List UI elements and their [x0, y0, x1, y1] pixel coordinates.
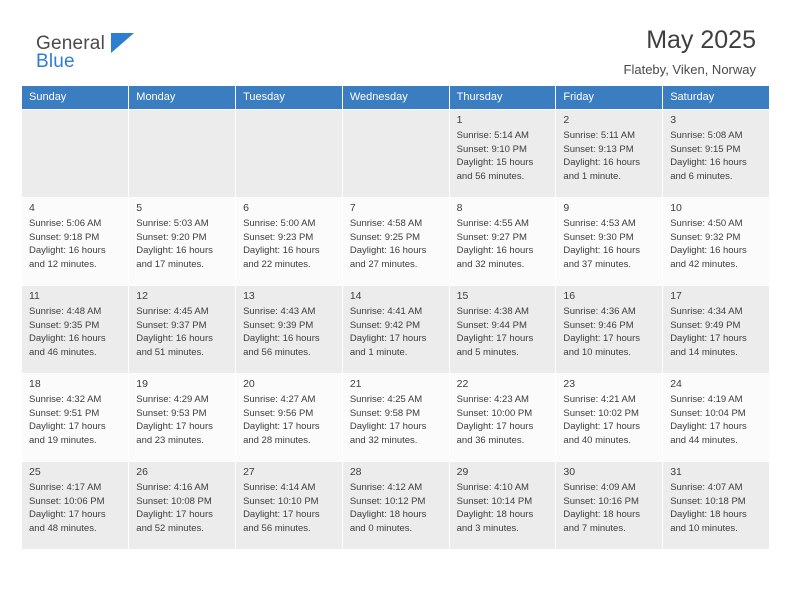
calendar-cell-day[interactable] [449, 462, 556, 550]
day-detail-line: Sunrise: 4:14 AM [243, 482, 316, 494]
day-detail-line: and 46 minutes. [29, 346, 97, 358]
calendar-cell-day[interactable] [342, 374, 449, 462]
day-detail-line: Daylight: 16 hours [349, 245, 427, 257]
calendar-cell-day[interactable] [556, 110, 663, 198]
calendar-cell-day[interactable] [449, 110, 556, 198]
day-detail-line: Daylight: 17 hours [243, 421, 320, 433]
day-detail-line: and 1 minute. [349, 346, 408, 358]
day-number: 28 [349, 466, 362, 478]
day-detail-lines [29, 305, 121, 359]
day-detail-lines [670, 305, 762, 359]
day-detail-line: Daylight: 17 hours [670, 421, 747, 433]
day-detail-line: and 14 minutes. [670, 346, 738, 358]
day-detail-line: Daylight: 17 hours [456, 421, 534, 433]
day-detail-line: Sunset: 9:35 PM [29, 319, 100, 331]
day-number: 26 [136, 466, 148, 478]
calendar-week-row [22, 462, 770, 550]
day-detail-line: Sunset: 9:56 PM [243, 407, 314, 419]
day-detail-line: Sunrise: 4:21 AM [563, 394, 636, 406]
day-detail-line: Sunrise: 5:14 AM [456, 130, 529, 142]
day-detail-lines [670, 481, 762, 535]
day-detail-line: Sunset: 9:20 PM [136, 231, 207, 243]
day-detail-line: and 10 minutes. [670, 522, 738, 534]
calendar-cell-day[interactable] [449, 198, 556, 286]
day-number: 17 [670, 290, 682, 302]
day-detail-line: Sunrise: 4:45 AM [136, 306, 209, 318]
day-detail-line: and 51 minutes. [136, 346, 204, 358]
calendar-cell-empty [342, 110, 449, 198]
day-detail-line: Sunset: 10:02 PM [563, 407, 639, 419]
day-detail-line: and 5 minutes. [456, 346, 519, 358]
calendar-cell-empty [22, 110, 129, 198]
page-subtitle: Flateby, Viken, Norway [623, 62, 756, 77]
day-detail-line: Daylight: 17 hours [670, 333, 747, 345]
calendar-cell-day[interactable] [556, 286, 663, 374]
day-number: 15 [456, 290, 469, 302]
day-detail-line: Daylight: 17 hours [243, 509, 320, 521]
day-detail-lines [670, 393, 762, 447]
day-number: 2 [563, 114, 570, 126]
calendar-week-row [22, 286, 770, 374]
day-number: 18 [29, 378, 41, 390]
logo-text-blue: Blue [36, 51, 75, 72]
day-detail-line: Daylight: 17 hours [349, 421, 427, 433]
day-detail-line: and 19 minutes. [29, 434, 97, 446]
day-detail-line: and 32 minutes. [349, 434, 418, 446]
logo-text-general: General [36, 33, 105, 54]
page-header [0, 0, 792, 78]
day-detail-line: Sunset: 10:14 PM [456, 495, 533, 507]
day-detail-line: and 23 minutes. [136, 434, 204, 446]
day-detail-lines [29, 217, 121, 271]
calendar-cell-day[interactable] [236, 198, 343, 286]
day-detail-line: Sunset: 10:12 PM [349, 495, 426, 507]
day-detail-lines [563, 481, 655, 535]
day-detail-line: Sunrise: 4:58 AM [349, 218, 423, 230]
day-detail-line: Sunrise: 4:29 AM [136, 394, 209, 406]
day-number: 4 [29, 202, 35, 214]
calendar-cell-day[interactable] [129, 286, 236, 374]
day-number: 25 [29, 466, 41, 478]
calendar-cell-day[interactable] [449, 286, 556, 374]
day-detail-lines [136, 217, 228, 271]
day-number: 14 [349, 290, 362, 302]
title-block [624, 26, 756, 77]
day-detail-line: Daylight: 16 hours [670, 245, 747, 257]
day-detail-lines [350, 393, 442, 447]
day-detail-lines [457, 393, 549, 447]
day-detail-line: and 12 minutes. [29, 258, 97, 270]
day-detail-line: and 17 minutes. [136, 258, 204, 270]
day-detail-line: Daylight: 17 hours [456, 333, 534, 345]
day-detail-line: and 37 minutes. [563, 258, 632, 270]
calendar-week-row [22, 374, 770, 462]
day-detail-line: and 56 minutes. [243, 346, 311, 358]
day-detail-line: and 40 minutes. [563, 434, 632, 446]
day-number: 12 [136, 290, 148, 302]
day-detail-line: and 3 minutes. [456, 522, 519, 534]
day-detail-lines [29, 393, 121, 447]
day-detail-lines [243, 481, 335, 535]
weekday-header-friday: Friday [556, 86, 663, 110]
day-detail-line: Sunset: 10:16 PM [563, 495, 639, 507]
day-detail-line: and 56 minutes. [456, 170, 525, 182]
day-detail-line: and 6 minutes. [670, 170, 733, 182]
calendar-cell-day[interactable] [556, 462, 663, 550]
day-detail-lines [563, 305, 655, 359]
day-detail-line: Sunrise: 4:34 AM [670, 306, 743, 318]
day-detail-line: Daylight: 18 hours [563, 509, 640, 521]
day-detail-line: Sunset: 9:44 PM [456, 319, 527, 331]
day-detail-line: Sunrise: 4:12 AM [349, 482, 423, 494]
day-number: 31 [670, 466, 682, 478]
day-detail-line: Sunset: 10:10 PM [243, 495, 319, 507]
calendar-cell-day[interactable] [129, 462, 236, 550]
day-detail-line: Sunrise: 4:19 AM [670, 394, 743, 406]
logo[interactable] [36, 26, 105, 72]
day-detail-line: Sunrise: 4:41 AM [349, 306, 423, 318]
day-detail-line: Sunset: 10:04 PM [670, 407, 746, 419]
weekday-header-thursday: Thursday [449, 86, 556, 110]
day-detail-lines [350, 305, 442, 359]
calendar-cell-day[interactable] [663, 462, 770, 550]
day-detail-lines [457, 129, 549, 183]
calendar-cell-day[interactable] [556, 198, 663, 286]
day-detail-line: Daylight: 16 hours [136, 333, 213, 345]
day-detail-line: Sunset: 9:32 PM [670, 231, 741, 243]
day-number: 6 [243, 202, 249, 214]
day-number: 22 [456, 378, 469, 390]
day-detail-line: Daylight: 18 hours [456, 509, 534, 521]
day-detail-line: Sunset: 9:46 PM [563, 319, 634, 331]
day-number: 7 [349, 202, 356, 214]
day-detail-line: and 36 minutes. [456, 434, 525, 446]
calendar-cell-day[interactable] [22, 198, 129, 286]
day-detail-line: Sunset: 9:25 PM [349, 231, 421, 243]
day-detail-line: Daylight: 17 hours [563, 421, 640, 433]
calendar-cell-day[interactable] [342, 198, 449, 286]
calendar-cell-day[interactable] [663, 374, 770, 462]
day-number: 11 [29, 290, 40, 302]
day-detail-line: Daylight: 16 hours [670, 157, 747, 169]
day-detail-line: Sunrise: 4:50 AM [670, 218, 743, 230]
day-detail-line: Sunrise: 5:03 AM [136, 218, 209, 230]
day-detail-lines [350, 217, 442, 271]
day-detail-line: and 28 minutes. [243, 434, 311, 446]
day-detail-line: Sunrise: 5:11 AM [563, 130, 636, 142]
day-detail-lines [136, 305, 228, 359]
day-detail-line: Sunrise: 4:17 AM [29, 482, 102, 494]
day-number: 9 [563, 202, 570, 214]
day-detail-line: and 48 minutes. [29, 522, 97, 534]
day-detail-line: Daylight: 17 hours [349, 333, 427, 345]
day-detail-line: Sunrise: 4:36 AM [563, 306, 636, 318]
weekday-header-tuesday: Tuesday [236, 86, 343, 110]
calendar-cell-day[interactable] [236, 286, 343, 374]
day-detail-line: Sunrise: 5:00 AM [243, 218, 316, 230]
day-detail-line: Daylight: 16 hours [563, 245, 640, 257]
day-detail-line: and 42 minutes. [670, 258, 738, 270]
day-detail-line: Sunrise: 4:07 AM [670, 482, 743, 494]
calendar-cell-empty [236, 110, 343, 198]
day-detail-lines [350, 481, 442, 535]
day-number: 30 [563, 466, 576, 478]
day-detail-line: Sunrise: 4:10 AM [456, 482, 529, 494]
day-detail-lines [563, 129, 655, 183]
day-detail-line: Sunrise: 4:25 AM [349, 394, 423, 406]
day-detail-line: and 56 minutes. [243, 522, 311, 534]
day-detail-line: Sunrise: 4:43 AM [243, 306, 316, 318]
day-detail-line: Sunrise: 4:53 AM [563, 218, 636, 230]
day-detail-line: Sunset: 9:37 PM [136, 319, 207, 331]
day-number: 1 [456, 114, 463, 126]
day-detail-lines [136, 481, 228, 535]
day-number: 20 [243, 378, 255, 390]
day-detail-line: Sunrise: 4:32 AM [29, 394, 102, 406]
day-detail-lines [243, 393, 335, 447]
day-number: 21 [349, 378, 362, 390]
day-detail-line: Sunrise: 5:06 AM [29, 218, 102, 230]
calendar-cell-day[interactable] [449, 374, 556, 462]
day-number: 27 [243, 466, 255, 478]
day-detail-lines [670, 217, 762, 271]
day-detail-lines [243, 305, 335, 359]
calendar-cell-day[interactable] [236, 462, 343, 550]
day-detail-line: Daylight: 17 hours [29, 421, 106, 433]
day-detail-line: Sunset: 9:58 PM [349, 407, 421, 419]
day-number: 29 [456, 466, 469, 478]
day-detail-line: Sunrise: 4:38 AM [456, 306, 529, 318]
calendar-cell-day[interactable] [22, 462, 129, 550]
calendar-cell-day[interactable] [129, 374, 236, 462]
day-number: 19 [136, 378, 148, 390]
day-detail-line: Sunrise: 5:08 AM [670, 130, 743, 142]
day-detail-line: and 0 minutes. [349, 522, 413, 534]
day-detail-line: Sunset: 9:15 PM [670, 143, 741, 155]
calendar-cell-day[interactable] [663, 286, 770, 374]
calendar-cell-day[interactable] [129, 198, 236, 286]
day-number: 24 [670, 378, 682, 390]
day-detail-line: Daylight: 18 hours [670, 509, 747, 521]
day-detail-line: Daylight: 16 hours [243, 333, 320, 345]
weekday-header-monday: Monday [129, 86, 236, 110]
day-detail-line: and 7 minutes. [563, 522, 626, 534]
day-detail-lines [563, 217, 655, 271]
day-detail-line: Daylight: 16 hours [563, 157, 640, 169]
calendar-week-row [22, 198, 770, 286]
calendar-cell-day[interactable] [22, 374, 129, 462]
day-detail-line: Sunset: 9:39 PM [243, 319, 314, 331]
calendar-table [22, 86, 770, 550]
weekday-header-row [22, 86, 770, 110]
calendar-cell-day[interactable] [342, 462, 449, 550]
day-detail-line: Daylight: 17 hours [563, 333, 640, 345]
day-detail-line: and 22 minutes. [243, 258, 311, 270]
day-detail-line: and 10 minutes. [563, 346, 632, 358]
calendar-week-row [22, 110, 770, 198]
day-detail-line: Daylight: 17 hours [136, 509, 213, 521]
day-detail-line: Sunset: 9:49 PM [670, 319, 741, 331]
day-detail-lines [243, 217, 335, 271]
day-detail-line: Daylight: 16 hours [243, 245, 320, 257]
day-detail-line: Sunrise: 4:16 AM [136, 482, 209, 494]
calendar-cell-day[interactable] [22, 286, 129, 374]
day-detail-line: and 44 minutes. [670, 434, 738, 446]
day-detail-line: Sunset: 10:08 PM [136, 495, 212, 507]
day-detail-line: Sunrise: 4:27 AM [243, 394, 316, 406]
weekday-header-wednesday: Wednesday [342, 86, 449, 110]
day-detail-line: Daylight: 18 hours [349, 509, 427, 521]
page-title: May 2025 [646, 26, 756, 54]
day-number: 8 [456, 202, 463, 214]
day-number: 10 [670, 202, 682, 214]
day-number: 5 [136, 202, 143, 214]
day-detail-line: Daylight: 17 hours [136, 421, 213, 433]
day-detail-line: Daylight: 15 hours [456, 157, 534, 169]
day-detail-line: Sunset: 10:18 PM [670, 495, 746, 507]
calendar-cell-day[interactable] [663, 110, 770, 198]
day-detail-line: and 27 minutes. [349, 258, 418, 270]
day-detail-line: Sunset: 9:13 PM [563, 143, 634, 155]
day-detail-line: Sunrise: 4:23 AM [456, 394, 529, 406]
calendar-cell-day[interactable] [556, 374, 663, 462]
day-detail-lines [29, 481, 121, 535]
flag-triangle-icon [110, 32, 136, 54]
day-detail-line: Sunset: 9:18 PM [29, 231, 100, 243]
day-number: 13 [243, 290, 255, 302]
weekday-header-saturday: Saturday [663, 86, 770, 110]
calendar-cell-empty [129, 110, 236, 198]
day-detail-line: and 32 minutes. [456, 258, 525, 270]
day-number: 16 [563, 290, 576, 302]
day-detail-line: Daylight: 16 hours [136, 245, 213, 257]
day-detail-lines [457, 305, 549, 359]
calendar-cell-day[interactable] [236, 374, 343, 462]
weekday-header-sunday: Sunday [22, 86, 129, 110]
day-detail-line: Sunset: 9:10 PM [456, 143, 527, 155]
day-detail-line: and 52 minutes. [136, 522, 204, 534]
day-detail-line: Sunrise: 4:09 AM [563, 482, 636, 494]
day-number: 3 [670, 114, 677, 126]
day-number: 23 [563, 378, 576, 390]
day-detail-line: Sunrise: 4:48 AM [29, 306, 102, 318]
day-detail-line: Sunrise: 4:55 AM [456, 218, 529, 230]
day-detail-lines [563, 393, 655, 447]
day-detail-line: and 1 minute. [563, 170, 621, 182]
day-detail-line: Sunset: 9:53 PM [136, 407, 207, 419]
calendar-body [22, 110, 770, 550]
day-detail-lines [670, 129, 762, 183]
day-detail-line: Sunset: 10:06 PM [29, 495, 105, 507]
day-detail-lines [457, 217, 549, 271]
calendar-cell-day[interactable] [342, 286, 449, 374]
day-detail-line: Sunset: 9:23 PM [243, 231, 314, 243]
day-detail-line: Sunset: 9:30 PM [563, 231, 634, 243]
day-detail-line: Sunset: 9:51 PM [29, 407, 100, 419]
day-detail-lines [457, 481, 549, 535]
day-detail-line: Daylight: 16 hours [456, 245, 534, 257]
day-detail-line: Daylight: 16 hours [29, 333, 106, 345]
day-detail-line: Sunset: 10:00 PM [456, 407, 533, 419]
day-detail-line: Sunset: 9:27 PM [456, 231, 527, 243]
calendar-cell-day[interactable] [663, 198, 770, 286]
day-detail-line: Daylight: 16 hours [29, 245, 106, 257]
day-detail-line: Daylight: 17 hours [29, 509, 106, 521]
day-detail-lines [136, 393, 228, 447]
day-detail-line: Sunset: 9:42 PM [349, 319, 421, 331]
